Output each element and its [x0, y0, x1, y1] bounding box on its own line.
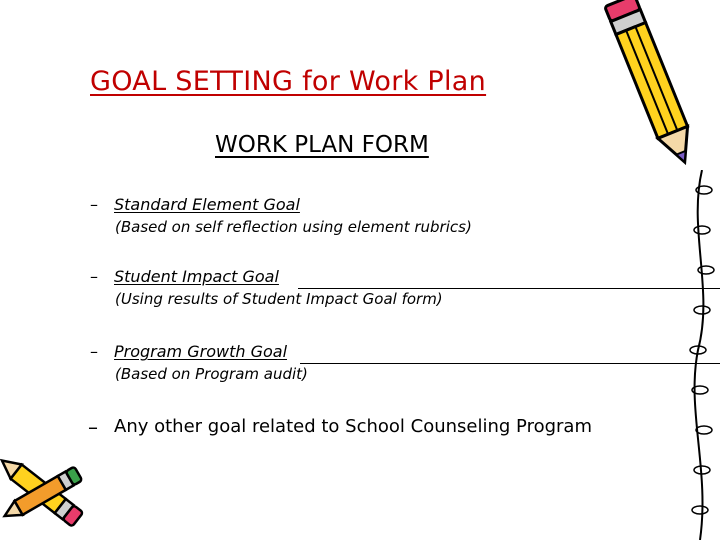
bullet-dash: –: [90, 342, 98, 361]
slide-title: GOAL SETTING for Work Plan: [90, 66, 487, 97]
goal-detail: (Using results of Student Impact Goal form): [115, 290, 443, 308]
pencils-icon: [0, 458, 96, 540]
form-title: WORK PLAN FORM: [215, 132, 429, 158]
goal-detail: (Based on Program audit): [115, 365, 308, 383]
goal-detail: (Based on self reflection using element rubrics): [115, 218, 472, 236]
fill-in-line: [298, 288, 720, 289]
bullet-dash: –: [90, 195, 98, 214]
notebook-spiral-icon: [680, 170, 720, 540]
bullet-dash: –: [90, 267, 98, 286]
other-goal-text: Any other goal related to School Counseling Program: [114, 416, 592, 437]
pencil-icon: [598, 0, 710, 172]
goal-label: Program Growth Goal: [114, 342, 288, 361]
goal-label: Student Impact Goal: [114, 267, 279, 286]
bullet-dash: –: [88, 415, 98, 439]
fill-in-line: [300, 363, 720, 364]
goal-label: Standard Element Goal: [114, 195, 300, 214]
